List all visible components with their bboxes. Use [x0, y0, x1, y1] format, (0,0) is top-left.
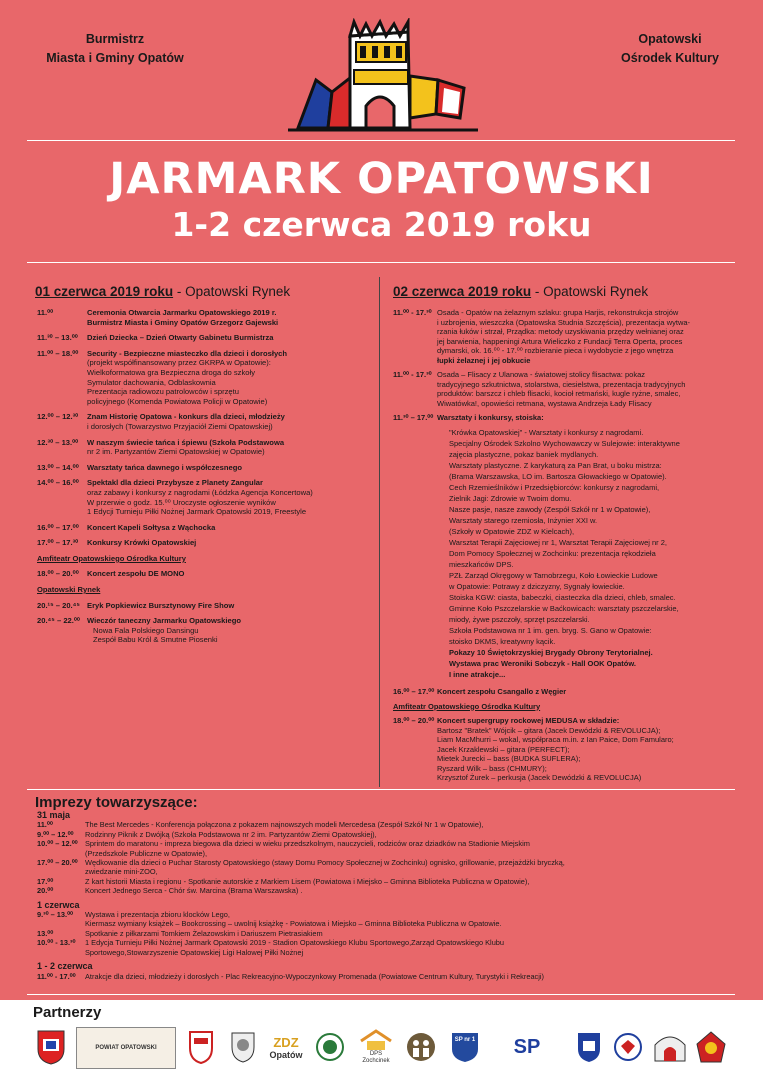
day2-date: 02 czerwca 2019 roku [393, 284, 532, 299]
row-title: Konkursy Krówki Opatowskiej [87, 538, 197, 548]
castle-gate-logo [288, 18, 478, 136]
row-text: Atrakcje dla dzieci, młodzieży i dorosłych - Plac Rekreacyjno-Wypoczynkowy Promenada (Powiatowe Centrum Kultury, Turystyki i Rekreacji) [85, 971, 544, 981]
row-line: (projekt współfinansowany przez GKRPA w Opatowie): [87, 358, 271, 368]
program-row [37, 349, 372, 407]
divider-bottom [27, 262, 735, 263]
day1-section-amfiteatr: Amfiteatr Opatowskiego Ośrodka Kultury [37, 553, 186, 563]
row-time: 11.⁰⁰ [37, 308, 54, 317]
imprezy-heading: Imprezy towarzyszące: [35, 794, 198, 811]
row-line: Wiwatówka!, opowieści retmana, wystawa Andrzeja Łady Flisacy [437, 398, 652, 408]
day2-heading [393, 283, 648, 301]
row-line: i dorosłych (Towarzystwo Przyjaciół Ziemi Opatowskiej) [87, 421, 273, 431]
row-time: 20.⁰⁰ [37, 886, 54, 896]
row-text: Sportowego,Stowarzyszenie Opatowskiej Ligi Halowej Piłki Nożnej [85, 947, 304, 957]
row-title: Eryk Popkiewicz Bursztynowy Fire Show [87, 600, 235, 610]
row-time: 17.⁰⁰ [37, 876, 54, 886]
row-time: 9.³⁰ – 13.⁰⁰ [37, 910, 74, 920]
row-line: policyjnego (Komenda Powiatowa Policji w Opatowie) [87, 396, 268, 406]
stand-line: PZŁ Zarząd Okręgowy w Tarnobrzegu, Koło Łowieckie Ludowe [449, 570, 658, 580]
stand-line: mieszkańców DPS. [449, 559, 514, 569]
row-time: 11.⁰⁰ - 17.⁰⁰ [37, 971, 76, 981]
divider-partners [27, 994, 735, 995]
program-row [393, 687, 743, 697]
stand-line: Pokazy 10 Świętokrzyskiej Brygady Obrony Terytorialnej. [449, 647, 653, 657]
page-title: JARMARK OPATOWSKI [109, 154, 654, 204]
row-time: 16.⁰⁰ – 17.⁰⁰ [393, 687, 435, 696]
row-time: 13.⁰⁰ [37, 928, 54, 938]
row-line: Symulator dachowania, Odblaskownia [87, 377, 216, 387]
day2-section-amfiteatr: Amfiteatr Opatowskiego Ośrodka Kultury [393, 701, 541, 711]
stand-line: Nasze pasje, nasze zawody (Zespół Szkół nr 1 w Opatowie), [449, 504, 651, 514]
imprezy-row [37, 830, 747, 839]
row-title: Wieczór taneczny Jarmarku Opatowskiego [87, 616, 241, 626]
row-time: 18.⁰⁰ – 20.⁰⁰ [393, 716, 435, 725]
stand-line: zajęcia plastyczne, pokaz baniek mydlanych. [449, 449, 599, 459]
row-title: Spektakl dla dzieci Przybysze z Planety Zangular [87, 478, 263, 488]
row-title: Koncert zespołu DE MONO [87, 569, 185, 579]
row-time: 10.⁰⁰ – 12.⁰⁰ [37, 839, 78, 849]
stands-list [393, 428, 743, 680]
program-row [393, 413, 743, 423]
imprezy-row [37, 929, 747, 938]
program-row [37, 333, 372, 343]
row-text: Kiermasz wymiany książek – Bookcrossing – uwolnij książkę - Powiatowa i Miejsko – Gminna Biblioteka Publiczna w Opatowie. [85, 919, 502, 929]
stand-line: (Szkoły w Opatowie ZDZ w Kielcach), [449, 526, 575, 536]
imprezy-row [37, 867, 747, 876]
stand-line: "Krówka Opatowskiej" - Warsztaty i konkursy z nagrodami. [449, 427, 644, 437]
row-title: Osada - Opatów na żelaznym szlaku: grupa Harjis, rekonstrukcja strojów [437, 308, 679, 317]
row-time: 12.⁰⁰ – 12.³⁰ [37, 412, 79, 422]
program-row [37, 412, 372, 431]
row-line: dymarski, ok. 16.⁰⁰ - 17.⁰⁰ rozbieranie pieca i wydobycie z jego wnętrza [437, 346, 674, 355]
row-line: tradycyjnego szkutnictwa, stolarstwa, ciesielstwa, prezentacja tradycyjnych [437, 379, 686, 389]
row-title: Warsztaty i konkursy, stoiska: [437, 413, 544, 422]
row-time [37, 948, 85, 957]
row-time: 13.⁰⁰ – 14.⁰⁰ [37, 462, 79, 472]
row-time: 17.⁰⁰ – 17.³⁰ [37, 538, 79, 548]
row-time: 20.⁴⁵ – 22.⁰⁰ [37, 616, 80, 626]
zdz-logo [266, 1027, 306, 1067]
row-line: W przerwie o godz. 15.⁰⁰ Uroczyste ogłoszenie wyników [87, 497, 276, 507]
row-line: Liam MacMhurri – wokal, współpraca m.in. z Ian Paice, Dom Famularo; [437, 735, 674, 744]
row-time: 11.⁰⁰ [37, 820, 53, 830]
dps-label: DPS Zochcinek [362, 1051, 390, 1064]
row-text: The Best Mercedes - Konferencja połączona z pokazem najnowszych modeli Mercedesa (Zespół Szkół Nr 1 w Opatowie), [85, 820, 484, 830]
program-row [37, 438, 372, 457]
sp-logo [448, 1027, 482, 1067]
row-title: Koncert zespołu Csangallo z Węgier [437, 687, 567, 696]
day1-program [37, 308, 372, 651]
row-time: 14.⁰⁰ – 16.⁰⁰ [37, 478, 79, 488]
people-icon [404, 1027, 438, 1067]
arch-emblem-icon [652, 1027, 688, 1067]
row-time: 11.⁰⁰ - 17.³⁰ [393, 370, 432, 379]
row-time: 18.⁰⁰ – 20.⁰⁰ [37, 569, 79, 579]
row-line: i uzbrojenia, wieszczka (Opatowska Studnia Szczęścia), prezentacja wytwa- [437, 317, 691, 327]
stand-line: stoisko DKMS, kreatywny kącik. [449, 636, 556, 646]
program-row [393, 370, 743, 408]
stand-line: Stoiska KGW: ciasta, babeczki, ciasteczka dla dzieci, chleb, smalec. [449, 592, 676, 602]
row-text: Z kart historii Miasta i regionu - Spotkanie autorskie z Markiem Lisem (Powiatowa i Miejsko – Gminna Biblioteka Publiczna w Opatowie), [85, 876, 530, 886]
program-row [393, 716, 743, 783]
imprezy-row [37, 919, 747, 928]
imprezy-row [37, 839, 747, 848]
row-line: Burmistrz Miasta i Gminy Opatów Grzegorz Gajewski [87, 317, 279, 327]
stand-line: (Brama Warszawska, LO im. Bartosza Głowackiego w Opatowie). [449, 471, 667, 481]
imprezy-row [37, 910, 747, 919]
zdz-sublabel: Opatów [269, 1049, 303, 1060]
imprezy-row [37, 858, 747, 867]
row-line: produktów: barszcz i chleb flisacki, kocioł retmański, kugle ryżne, smalec, [437, 389, 681, 398]
row-title: Znam Historię Opatowa - konkurs dla dzieci, młodzieży [87, 412, 285, 422]
zdz-label: ZDZ [273, 1034, 299, 1050]
program-row [37, 569, 372, 579]
day2-program [393, 308, 743, 788]
row-time: 11.³⁰ – 17.⁰⁰ [393, 413, 434, 422]
day1-heading [35, 283, 290, 301]
stand-line: Specjalny Ośrodek Szkolno Wychowawczy w Sulejowie: interaktywne [449, 438, 680, 448]
organizer-right-line2: Ośrodek Kultury [621, 51, 719, 65]
divider-imprezy [27, 789, 735, 790]
stand-line: w Opatowie: Potrawy z dziczyzny, Sygnały łowieckie. [449, 581, 625, 591]
stand-line: Zielnik Jagi: Zdrowie w Twoim domu. [449, 493, 572, 503]
program-row [37, 308, 372, 327]
imprezy-row [37, 849, 747, 858]
row-line: 1 Edycji Turnieju Piłki Nożnej Jarmark Opatowski 2019, Freestyle [87, 507, 307, 517]
stand-line: I inne atrakcje... [449, 669, 506, 679]
eagle-emblem-icon [612, 1027, 644, 1067]
row-line: oraz zabawy i konkursy z nagrodami (Łódzka Agencja Koncertowa) [87, 487, 313, 497]
sp2-logo [492, 1027, 562, 1067]
row-text: Wystawa i prezentacja zbioru klocków Lego, [85, 910, 230, 920]
row-line: łupki żelaznej i jej obkucie [437, 355, 531, 365]
row-title: Security - Bezpieczne miasteczko dla dzieci i dorosłych [87, 348, 288, 358]
row-time [37, 919, 85, 928]
imprezy-row [37, 972, 747, 981]
row-line: Zespół Babu Król & Smutne Piosenki [93, 635, 218, 645]
row-time: 16.⁰⁰ – 17.⁰⁰ [37, 522, 79, 532]
stand-line: Warsztaty starego rzemiosła, Inżynier XXI w. [449, 515, 598, 525]
row-text: Spotkanie z piłkarzami Tomkiem Żelazowskim i Dariuszem Pietrasiakiem [85, 928, 323, 938]
club-crest-icon [186, 1027, 216, 1067]
organizer-left [20, 30, 210, 68]
imprezy-row [37, 938, 747, 947]
row-line: Jacek Krzaklewski – gitara (PERFECT); [437, 744, 570, 754]
imprezy-row [37, 820, 747, 829]
powiat-label: POWIAT OPATOWSKI [95, 1044, 157, 1051]
imprezy-date: 1 - 2 czerwca [37, 961, 93, 972]
row-text: Rodzinny Piknik z Dwójką (Szkoła Podstawowa nr 2 im. Partyzantów Ziemi Opatowskiej), [85, 829, 377, 839]
stand-line: Szkoła Podstawowa nr 1 im. gen. bryg. S. Gano w Opatowie: [449, 625, 652, 635]
stand-line: Gminne Koło Pszczelarskie w Baćkowicach: warsztaty pszczelarskie, [449, 603, 679, 613]
program-row [37, 523, 372, 533]
page-subtitle: 1-2 czerwca 2019 roku [171, 205, 592, 244]
row-title: Warsztaty tańca dawnego i współczesnego [87, 462, 243, 472]
organizer-left-line2: Miasta i Gminy Opatów [46, 51, 184, 65]
row-time [37, 849, 85, 858]
row-text: Koncert Jednego Serca - Chór św. Marcina (Brama Warszawska) . [85, 886, 303, 896]
organizer-right [590, 30, 750, 68]
row-text: Wędkowanie dla dzieci o Puchar Starosty Opatowskiego (stawy Domu Pomocy Społecznej w Zochcinku) ognisko, grillowanie, przejażdżki bryczką, [85, 858, 565, 868]
day1-place: - Opatowski Rynek [176, 284, 291, 299]
imprezy-row [37, 886, 747, 895]
program-row [37, 478, 372, 516]
column-separator [379, 277, 380, 787]
divider-top [27, 140, 735, 141]
program-row [37, 601, 372, 611]
organizer-right-line1: Opatowski [638, 32, 702, 46]
stand-line: miody, żywe pszczoły, sprzęt pszczelarski. [449, 614, 590, 624]
stand-line: Dom Pomocy Społecznej w Zochcinku: prezentacja rękodzieła [449, 548, 656, 558]
day1-section-rynek: Opatowski Rynek [37, 585, 101, 595]
round-emblem-icon [314, 1027, 346, 1067]
row-title: W naszym świecie tańca i śpiewu (Szkoła Podstawowa [87, 437, 285, 447]
sp2-label: SP [513, 1035, 541, 1058]
program-row [37, 463, 372, 473]
row-time: 20.¹⁵ – 20.⁴⁵ [37, 600, 80, 610]
partners-heading: Partnerzy [33, 1004, 102, 1021]
row-time [37, 867, 85, 876]
imprezy-row [37, 948, 747, 957]
row-time: 9.⁰⁰ – 12.⁰⁰ [37, 829, 74, 839]
stand-line: Warsztaty plastyczne. Z karykaturą za Pan Brat, u boku mistrza: [449, 460, 662, 470]
shield-icon [228, 1027, 258, 1067]
row-line: Mietek Jurecki – bass (BUDKA SUFLERA); [437, 754, 581, 763]
row-time: 12.³⁰ – 13.⁰⁰ [37, 437, 79, 447]
row-time: 17.⁰⁰ – 20.⁰⁰ [37, 858, 78, 868]
dps-house-icon [356, 1027, 396, 1067]
row-line: rzania łuków i strzał, Prządka: metody uzyskiwania przędzy wełnianej oraz [437, 327, 684, 336]
program-row [37, 616, 372, 645]
program-row [37, 538, 372, 548]
row-text: Sprintem do maratonu - impreza biegowa dla dzieci w wieku przedszkolnym, nauczycieli, rodziców oraz dziadków na Stadionie Miejskim [85, 839, 530, 849]
powiat-opatowski-logo [76, 1027, 176, 1069]
fire-emblem-icon [694, 1027, 728, 1067]
row-title: Osada – Flisacy z Ulanowa - światowej stolicy flisactwa: pokaz [437, 370, 645, 379]
row-title: Koncert Kapeli Sołtysa z Wąchocka [87, 522, 216, 532]
sp1-label: SP nr 1 [454, 1037, 476, 1043]
row-line: jej barwienia, happeningi Artura Wieliczko z Fundacji Terra Operta, proces [437, 336, 683, 346]
row-title: Dzień Dziecka – Dzień Otwarty Gabinetu Burmistrza [87, 333, 274, 343]
stand-line: Cech Rzemieślników i Przedsiębiorców: konkursy z nagrodami, [449, 482, 660, 492]
row-time: 11.⁰⁰ – 18.⁰⁰ [37, 348, 79, 358]
imprezy-list [37, 811, 747, 981]
imprezy-date: 1 czerwca [37, 899, 80, 910]
program-row [393, 308, 743, 365]
row-title: Ceremonia Otwarcia Jarmarku Opatowskiego 2019 r. [87, 308, 277, 317]
row-line: Ryszard Wilk – bass (CHMURY); [437, 763, 547, 773]
row-time: 11.⁰⁰ - 17.³⁰ [393, 308, 432, 317]
opatow-coat-of-arms-icon [34, 1027, 68, 1067]
row-line: Bartosz "Bratek" Wójcik – gitara (Jacek Dewódzki & REVOLUCJA); [437, 725, 661, 735]
imprezy-date: 31 maja [37, 810, 71, 820]
organizer-left-line1: Burmistrz [85, 32, 145, 46]
row-line: Nowa Fala Polskiego Dansingu [93, 625, 199, 635]
row-text: 1 Edycja Turnieju Piłki Nożnej Jarmark Opatowski 2019 - Stadion Opatowskiego Klubu Sportowego,Zarząd Opatowskiego Klubu [85, 938, 505, 948]
stand-line: Warsztat Terapii Zajęciowej nr 1, Warsztat Terapii Zajęciowej nr 2, [449, 537, 667, 547]
row-line: Krzysztof Żurek – perkusja (Jacek Dewódzki & REVOLUCJA) [437, 773, 642, 782]
row-line: Wielkoformatowa gra Bezpieczna droga do szkoły [87, 367, 255, 377]
row-text: zwiedzanie mini-ZOO, [85, 867, 158, 877]
imprezy-row [37, 877, 747, 886]
stand-line: Wystawa prac Weroniki Sobczyk - Hall OOK Opatów. [449, 658, 636, 668]
row-time: 11.³⁰ – 13.⁰⁰ [37, 333, 78, 343]
row-title: Koncert supergrupy rockowej MEDUSA w składzie: [437, 716, 620, 725]
badge-icon [574, 1027, 604, 1067]
row-line: nr 2 im. Partyzantów Ziemi Opatowskiej w Opatowie) [87, 447, 265, 457]
row-line: Prezentacja radiowozu patrolowców i sprzętu [87, 387, 239, 397]
day1-date: 01 czerwca 2019 roku [35, 284, 174, 299]
day2-place: - Opatowski Rynek [534, 284, 649, 299]
row-time: 10.⁰⁰ - 13.³⁰ [37, 938, 76, 948]
row-text: (Przedszkole Publiczne w Opatowie), [85, 848, 207, 858]
